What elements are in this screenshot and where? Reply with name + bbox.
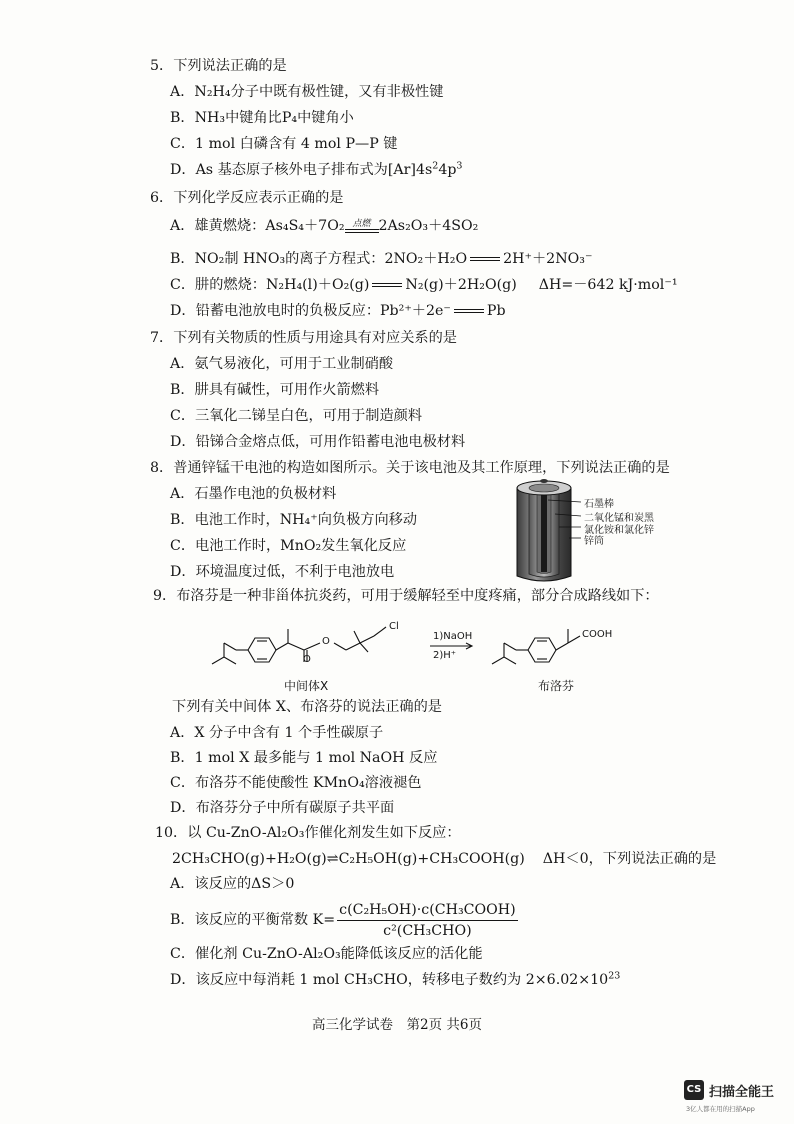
q6-stem: 6．下列化学反应表示正确的是 bbox=[150, 190, 344, 206]
q6-option-a: A．雄黄燃烧：As₄S₄＋7O₂ 点燃 2As₂O₃＋4SO₂ bbox=[170, 218, 479, 234]
camscanner-tagline: 3亿人都在用的扫描App bbox=[686, 1105, 755, 1113]
synthesis-scheme bbox=[210, 612, 630, 678]
battery-label-nh4cl: 氯化铵和氯化锌 bbox=[584, 525, 654, 536]
q5-stem: 5．下列说法正确的是 bbox=[150, 58, 287, 74]
q8-option-b: B．电池工作时，NH₄⁺向负极方向移动 bbox=[170, 512, 418, 528]
q7-option-c: C．三氧化二锑呈白色，可用于制造颜料 bbox=[170, 408, 423, 424]
q10-option-b: B．该反应的平衡常数 K= $\frac{\text{c(C₂H₅OH)·c(CH₃COOH)}}{\text{c²(CH₃CHO)}}$ bbox=[170, 901, 516, 939]
q10-option-c: C．催化剂 Cu-ZnO-Al₂O₃能降低该反应的活化能 bbox=[170, 946, 483, 962]
q9-option-b: B．1 mol X 最多能与 1 mol NaOH 反应 bbox=[170, 750, 438, 766]
q7-option-d: D．铅锑合金熔点低，可用作铅蓄电池电极材料 bbox=[170, 434, 466, 450]
q7-stem: 7．下列有关物质的性质与用途具有对应关系的是 bbox=[150, 330, 457, 346]
reaction-condition-arrow: 点燃 bbox=[345, 219, 379, 233]
q8-option-a: A．石墨作电池的负极材料 bbox=[170, 486, 337, 502]
camscanner-watermark bbox=[684, 1078, 794, 1118]
battery-label-mno2: 二氧化锰和炭黑 bbox=[584, 513, 654, 524]
q8-stem: 8．普通锌锰干电池的构造如图所示。关于该电池及其工作原理，下列说法正确的是 bbox=[150, 460, 670, 476]
scheme-chlorine: Cl bbox=[389, 621, 399, 632]
label-intermediate-x: 中间体X bbox=[284, 679, 329, 693]
camscanner-brand: 扫描全能王 bbox=[709, 1085, 775, 1100]
q5-option-d: D．As 基态原子核外电子排布式为$[Ar]4s^24p^3$ bbox=[170, 160, 463, 178]
q8-option-c: C．电池工作时，MnO₂发生氧化反应 bbox=[170, 538, 407, 554]
q9-option-d: D．布洛芬分子中所有碳原子共平面 bbox=[170, 800, 395, 816]
camscanner-logo-icon: CS bbox=[684, 1080, 704, 1100]
battery-label-graphite: 石墨棒 bbox=[584, 499, 614, 510]
q9-option-c: C．布洛芬不能使酸性 KMnO₄溶液褪色 bbox=[170, 775, 422, 791]
scheme-reagent-acid: 2)H⁺ bbox=[433, 650, 457, 661]
q6-option-b: B．NO₂制 HNO₃的离子方程式：2NO₂＋H₂O 2H⁺＋2NO₃⁻ bbox=[170, 251, 593, 267]
q6-option-c: C．肼的燃烧：N₂H₄(l)＋O₂(g) N₂(g)＋2H₂O(g) ΔH=－642 kJ·mol⁻¹ bbox=[170, 277, 678, 293]
q10-equation: 2CH₃CHO(g)+H₂O(g)⇌C₂H₅OH(g)+CH₃COOH(g) ΔH＜0，下列说法正确的是 bbox=[172, 851, 717, 867]
q8-option-d: D．环境温度过低，不利于电池放电 bbox=[170, 564, 395, 580]
label-ibuprofen: 布洛芬 bbox=[538, 679, 575, 693]
q10-stem: 10．以 Cu-ZnO-Al₂O₃作催化剂发生如下反应： bbox=[155, 825, 461, 841]
scheme-carbonyl-o: O bbox=[303, 654, 311, 665]
q9-option-a: A．X 分子中含有 1 个手性碳原子 bbox=[170, 725, 384, 741]
q7-option-a: A．氨气易液化，可用于工业制硝酸 bbox=[170, 356, 394, 372]
q10-option-a: A．该反应的ΔS＞0 bbox=[170, 876, 295, 892]
scheme-ester-o: O bbox=[322, 636, 330, 647]
page-footer: 高三化学试卷 第2页 共6页 bbox=[312, 1017, 482, 1033]
q10-option-d: D．该反应中每消耗 1 mol CH₃CHO，转移电子数约为 $2\times 6.02\times 10^{23}$ bbox=[170, 970, 621, 988]
scheme-reagent-naoh: 1)NaOH bbox=[433, 631, 473, 642]
q5-option-a: A．N₂H₄分子中既有极性键，又有非极性键 bbox=[170, 84, 444, 100]
q7-option-b: B．肼具有碱性，可用作火箭燃料 bbox=[170, 382, 380, 398]
q6-option-d: D．铅蓄电池放电时的负极反应：Pb²⁺＋2e⁻ Pb bbox=[170, 303, 506, 319]
q5-option-b: B．NH₃中键角比P₄中键角小 bbox=[170, 110, 354, 126]
q9-stem: 9．布洛芬是一种非甾体抗炎药，可用于缓解轻至中度疼痛，部分合成路线如下： bbox=[153, 588, 659, 604]
equilibrium-constant-fraction: $\frac{\text{c(C₂H₅OH)·c(CH₃COOH)}}{\text{c²(CH₃CHO)}}$ bbox=[339, 901, 516, 939]
q9-lead: 下列有关中间体 X、布洛芬的说法正确的是 bbox=[172, 699, 442, 715]
q5-option-c: C．1 mol 白磷含有 4 mol P—P 键 bbox=[170, 136, 398, 152]
battery-label-zinc: 锌筒 bbox=[584, 536, 604, 547]
scheme-cooh: COOH bbox=[582, 629, 613, 640]
